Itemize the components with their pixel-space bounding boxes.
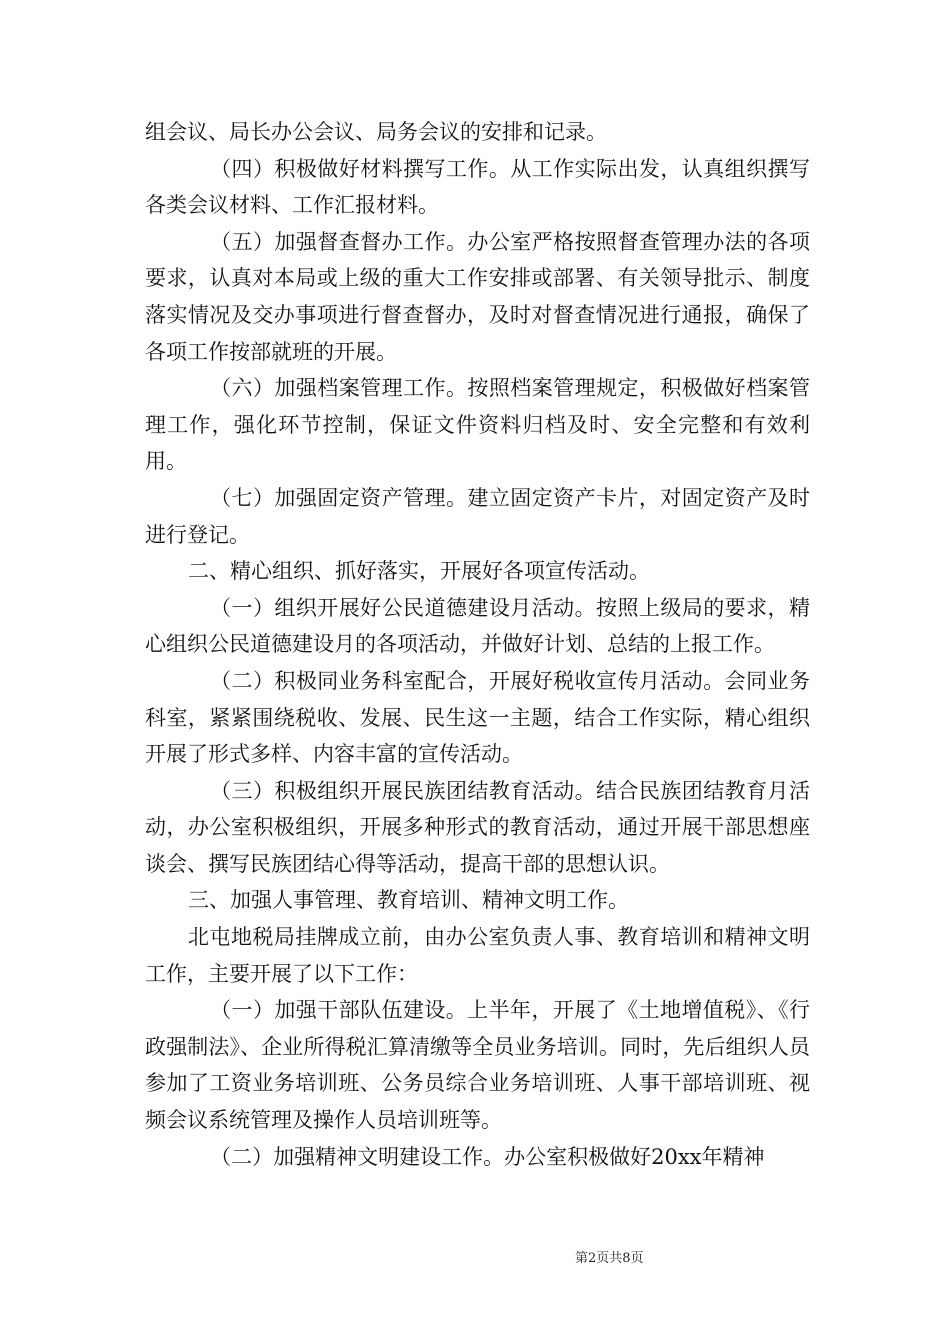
paragraph-8: （二）积极同业务科室配合，开展好税收宣传月活动。会同业务科室，紧紧围绕税收、发展、民生这一主题，结合工作实际，精心组织开展了形式多样、内容丰富的宣传活动。 <box>145 668 810 767</box>
paragraph-5: （七）加强固定资产管理。建立固定资产卡片，对固定资产及时进行登记。 <box>145 485 810 547</box>
paragraph-12: （一）加强干部队伍建设。上半年，开展了《土地增值税》、《行政强制法》、企业所得税汇算清缴等全员业务培训。同时，先后组织人员参加了工资业务培训班、公务员综合业务培训班、人事干部培训班、视频会议系统管理及操作人员培训班等。 <box>145 998 810 1133</box>
page-footer <box>0 1247 950 1266</box>
section-heading-2: 二、精心组织、抓好落实，开展好各项宣传活动。 <box>188 559 651 584</box>
paragraph-1: 组会议、局长办公会议、局务会议的安排和记录。 <box>145 120 607 144</box>
document-body <box>145 114 810 1175</box>
section-heading-3: 三、加强人事管理、教育培训、精神文明工作。 <box>188 888 630 913</box>
paragraph-2: （四）积极做好材料撰写工作。从工作实际出发，认真组织撰写各类会议材料、工作汇报材料。 <box>145 156 810 218</box>
paragraph-7: （一）组织开展好公民道德建设月活动。按照上级局的要求，精心组织公民道德建设月的各项活动，并做好计划、总结的上报工作。 <box>145 595 810 657</box>
paragraph-4: （六）加强档案管理工作。按照档案管理规定，积极做好档案管理工作，强化环节控制，保证文件资料归档及时、安全完整和有效利用。 <box>145 376 810 474</box>
paragraph-9: （三）积极组织开展民族团结教育活动。结合民族团结教育月活动，办公室积极组织，开展多种形式的教育活动，通过开展干部思想座谈会、撰写民族团结心得等活动，提高干部的思想认识。 <box>145 778 810 876</box>
paragraph-11: 北屯地税局挂牌成立前，由办公室负责人事、教育培训和精神文明工作，主要开展了以下工作： <box>145 925 810 986</box>
page-number: 第2页共8页 <box>575 1251 644 1266</box>
paragraph-3: （五）加强督查督办工作。办公室严格按照督查管理办法的各项要求，认真对本局或上级的重大工作安排或部署、有关领导批示、制度落实情况及交办事项进行督查督办，及时对督查情况进行通报，确保了各项工作按部就班的开展。 <box>145 229 810 364</box>
paragraph-13: （二）加强精神文明建设工作。办公室积极做好20xx年精神 <box>210 1144 765 1169</box>
